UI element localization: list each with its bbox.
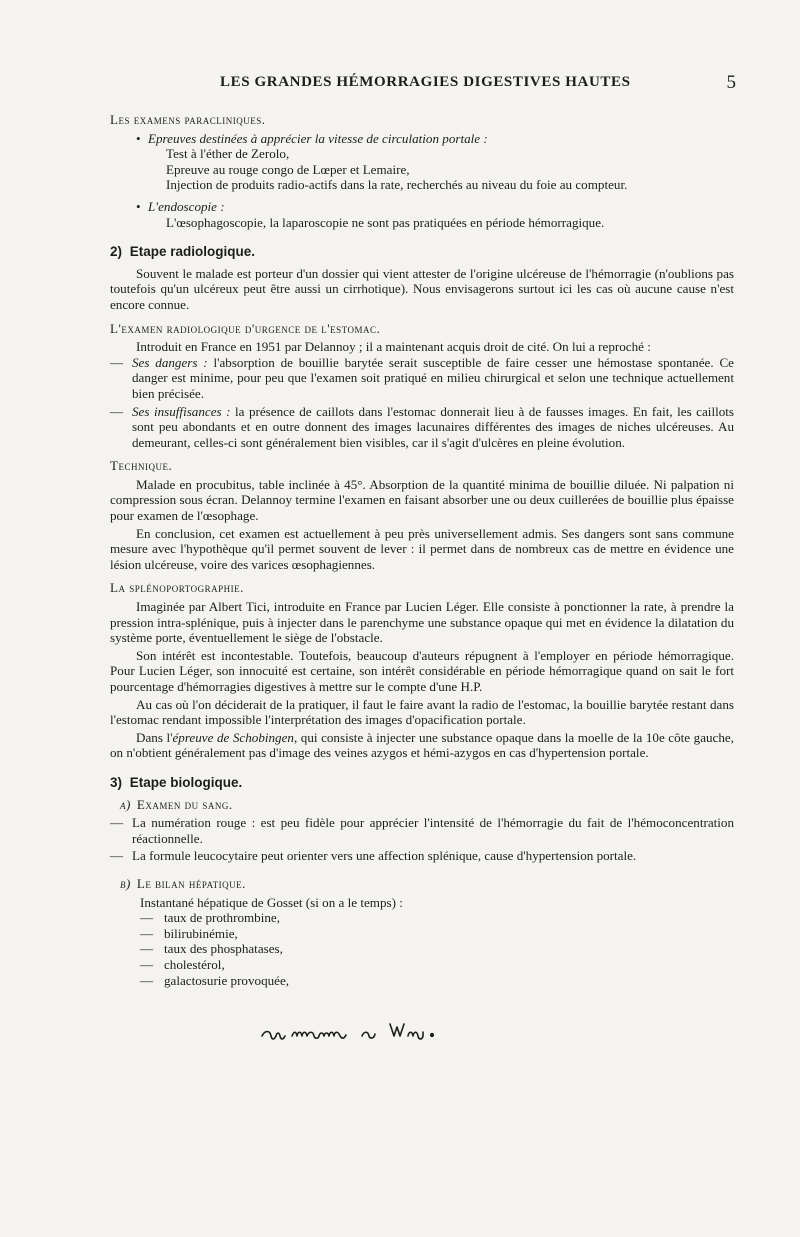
subsection-letter: b) bbox=[120, 875, 131, 891]
item-text: taux de prothrombine, bbox=[164, 910, 280, 926]
dash-marker: — bbox=[140, 925, 154, 941]
list-item bbox=[140, 957, 734, 973]
subsection-heading-bilan-hepatique bbox=[110, 876, 734, 892]
dash-marker: — bbox=[110, 815, 124, 831]
dash-marker: — bbox=[140, 956, 154, 972]
item-text: galactosurie provoquée, bbox=[164, 972, 290, 988]
subsection-title: Le bilan hépatique. bbox=[136, 875, 246, 891]
item-text: La formule leucocytaire peut orienter vers une affection splénique, cause d'hypertension portale. bbox=[132, 848, 637, 864]
bullet-dot: • bbox=[136, 198, 141, 214]
dash-marker: — bbox=[140, 941, 154, 957]
text-run: Dans l' bbox=[136, 729, 173, 745]
running-title: LES GRANDES HÉMORRAGIES DIGESTIVES HAUTES bbox=[220, 74, 631, 90]
paragraph: Malade en procubitus, table inclinée à 45°. Absorption de la quantité minima de bouillie diluée. Ni palpation ni compression sous écran. Delannoy termine l'examen en faisant absorber une ou deux cuillerées de bouillie plus épaisse pour examen de l'œsophage. bbox=[110, 476, 734, 524]
list-item bbox=[140, 926, 734, 942]
italic-term: épreuve de Schobingen bbox=[172, 729, 294, 745]
handwritten-annotation bbox=[258, 1018, 498, 1046]
item-text: la présence de caillots dans l'estomac donnerait lieu à de fausses images. En fait, les caillots sont peu abondants et en outre donnent des images lacunaires différentes des images de niches ulcéreuses. Au demeurant, celles-ci sont généralement bien visibles, car il s'agit d'ulcères en pleine évolution. bbox=[132, 403, 734, 450]
list-item-dangers bbox=[110, 355, 734, 402]
subsection-heading-urgence: L'examen radiologique d'urgence de l'estomac. bbox=[110, 320, 381, 336]
paragraph: Introduit en France en 1951 par Delannoy ; il a maintenant acquis droit de cité. On lui a reproché : bbox=[136, 339, 651, 355]
list-item bbox=[140, 973, 734, 989]
section-heading-radiologique bbox=[110, 244, 734, 260]
text-run: , qui consiste à injecter une substance opaque dans la moelle de la 10e côte gauche, on n'obtient généralement pas d'image des veines azygos et hémi-azygos en cas d'hypertension portale. bbox=[110, 729, 735, 761]
page-number: 5 bbox=[726, 72, 736, 93]
section-title: Etape biologique. bbox=[129, 774, 243, 790]
list-item bbox=[140, 910, 734, 926]
subsection-letter: a) bbox=[120, 796, 131, 812]
paragraph: En conclusion, cet examen est actuellement à peu près universellement admis. Ses dangers sont sans commune mesure avec l'hypothèque qu'il permet souvent de lever : il permet dans de nombreux cas de mettre en évidence une lésion ulcéreuse, voire des varices œsophagiennes. bbox=[110, 525, 734, 572]
subsection-heading-sang bbox=[110, 797, 734, 813]
bullet-endoscopy bbox=[110, 199, 734, 215]
section-title: Etape radiologique. bbox=[129, 244, 256, 260]
subsection-title: Examen du sang. bbox=[136, 796, 233, 812]
subsection-heading-splenoportographie: La splénoportographie. bbox=[110, 580, 244, 596]
dash-marker: — bbox=[140, 910, 154, 926]
item-text: l'absorption de bouillie barytée serait susceptible de faire cesser une hémostase spontanée. Ce danger est minime, pour peu que l'examen soit pratiqué en milieu chirurgical et selon une technique actuellement bien précisée. bbox=[132, 354, 734, 401]
list-item bbox=[140, 941, 734, 957]
paragraph: Son intérêt est incontestable. Toutefois, beaucoup d'auteurs répugnent à l'employer en période hémorragique. Pour Lucien Léger, son innocuité est certaine, son intérêt considérable en période hémorragique quand on sait le fort pourcentage d'hémorragies digestives à mettre sur le compte d'une H.P. bbox=[110, 647, 734, 694]
section-number: 3) bbox=[110, 774, 123, 790]
item-text: cholestérol, bbox=[164, 956, 225, 972]
item-lead: Ses dangers : bbox=[132, 354, 208, 370]
item-text: La numération rouge : est peu fidèle pour apprécier l'intensité de l'hémorragie du fait de l'hémoconcentration réactionnelle. bbox=[132, 815, 734, 846]
list-item-insuffisances bbox=[110, 404, 734, 451]
item-lead: Ses insuffisances : bbox=[132, 403, 231, 419]
portal-test-line: Test à l'éther de Zerolo, bbox=[166, 146, 290, 162]
bullet-title: L'endoscopie : bbox=[148, 198, 225, 214]
dash-marker: — bbox=[110, 848, 124, 864]
hepatic-list bbox=[110, 910, 734, 988]
dash-marker: — bbox=[110, 403, 124, 419]
list-item-numeration bbox=[110, 815, 734, 846]
paragraph bbox=[110, 730, 734, 761]
page-body bbox=[110, 112, 734, 988]
list-item-leucocytaire bbox=[110, 848, 734, 864]
bullet-portal bbox=[110, 131, 734, 147]
paragraph: Au cas où l'on déciderait de la pratiquer, il faut le faire avant la radio de l'estomac, la bouillie barytée restant dans l'estomac rendant impossible l'interprétation des images d'opacification portale. bbox=[110, 696, 734, 728]
dash-marker: — bbox=[140, 972, 154, 988]
portal-injection-line: Injection de produits radio-actifs dans la rate, recherchés au niveau du foie au compteur. bbox=[166, 177, 628, 193]
bullet-dot: • bbox=[136, 130, 141, 146]
item-text: bilirubinémie, bbox=[164, 925, 238, 941]
section-number: 2) bbox=[110, 244, 123, 260]
dash-marker: — bbox=[110, 354, 124, 370]
subsection-heading-technique: Technique. bbox=[110, 458, 173, 474]
item-text: taux des phosphatases, bbox=[164, 941, 283, 957]
paragraph: Imaginée par Albert Tici, introduite en France par Lucien Léger. Elle consiste à ponctionner la rate, à prendre la pression intra-splénique, puis à injecter dans le parenchyme une substance opaque qui met en évidence la dilatation du système porte, éventuellement le siège de l'obstacle. bbox=[110, 599, 734, 646]
section-heading-biologique bbox=[110, 775, 734, 791]
paragraph: Souvent le malade est porteur d'un dossier qui vient attester de l'origine ulcéreuse de l'hémorragie (n'oublions pas toutefois qu'un ulcéreux peut être aussi un cirrhotique). Nous envisagerons surtout ici les cas où aucune cause n'est encore connue. bbox=[110, 265, 734, 312]
endoscopy-line: L'œsophagoscopie, la laparoscopie ne sont pas pratiquées en période hémorragique. bbox=[166, 214, 605, 230]
bullet-title: Epreuves destinées à apprécier la vitesse de circulation portale : bbox=[148, 130, 488, 146]
running-header bbox=[0, 74, 800, 98]
hepatic-intro: Instantané hépatique de Gosset (si on a le temps) : bbox=[140, 894, 403, 910]
portal-congo-line: Epreuve au rouge congo de Lœper et Lemaire, bbox=[166, 161, 410, 177]
section-heading-paracliniques: Les examens paracliniques. bbox=[110, 112, 266, 127]
